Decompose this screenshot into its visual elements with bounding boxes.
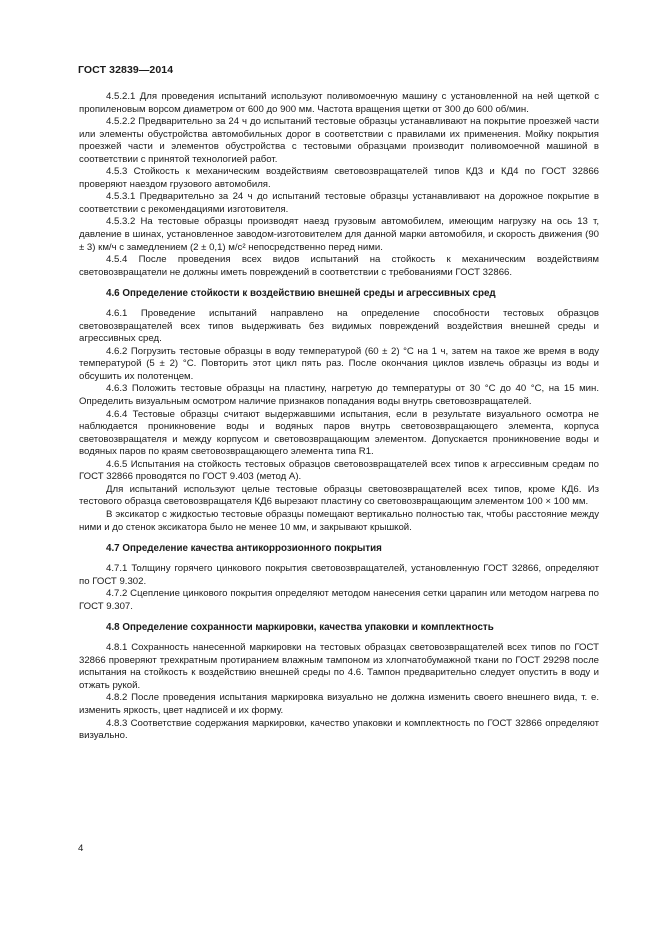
paragraph: 4.8.2 После проведения испытания маркировка визуально не должна изменить своего внешнего вида, т. е. изменить яркость, цвет надписей и их форму. <box>79 692 599 716</box>
paragraph: 4.8.3 Соответствие содержания маркировки, качество упаковки и комплектность по ГОСТ 32866 определяют визуально. <box>79 717 599 742</box>
document-header: ГОСТ 32839—2014 <box>78 64 174 76</box>
section-heading: 4.6 Определение стойкости к воздействию внешней среды и агрессивных сред <box>106 288 496 300</box>
paragraph: 4.5.2.1 Для проведения испытаний используют поливомоечную машину с установленной на ней щеткой с пропиленовым ворсом диаметром от 600 до 900 мм. Частота вращения щетки от 300 до 600 об/мин. <box>79 91 599 115</box>
paragraph: 4.7.1 Толщину горячего цинкового покрытия световозвращателей, установленную ГОСТ 32866, определяют по ГОСТ 9.302. <box>79 563 599 587</box>
section-heading: 4.8 Определение сохранности маркировки, качества упаковки и комплектность <box>106 622 494 634</box>
paragraph: 4.5.2.2 Предварительно за 24 ч до испытаний тестовые образцы устанавливают на покрытие проезжей части или элементы обустройства автомобильных дорог в соответствии с правилами их применения. Мойку покрытия проезжей части и элементов обустройства с тестовыми образцами производит поливомоечной машиной в соответствии с принятой технологией работ. <box>79 116 599 165</box>
paragraph: 4.6.3 Положить тестовые образцы на пластину, нагретую до температуры от 30 °С до 40 °С, на 15 мин. Определить визуальным осмотром наличие признаков попадания воды внутрь световозвращателей. <box>79 383 599 408</box>
paragraph: 4.5.3 Стойкость к механическим воздействиям световозвращателей типов КД3 и КД4 по ГОСТ 32866 проверяют наездом грузового автомобиля. <box>79 166 599 190</box>
paragraph: 4.6.5 Испытания на стойкость тестовых образцов световозвращателей всех типов к агрессивным средам по ГОСТ 32866 проводятся по ГОСТ 9.403 (метод А). <box>79 458 599 483</box>
section-heading: 4.7 Определение качества антикоррозионного покрытия <box>106 543 382 555</box>
paragraph: 4.5.3.2 На тестовые образцы производят наезд грузовым автомобилем, имеющим нагрузку на ось 13 т, давление в шинах, установленное заводом-изготовителем для данной марки автомобиля, и скорость движения (90 ± 3) км/ч с замедлением (2 ± 0,1) м/с² непосредственно перед ними. <box>79 216 599 253</box>
paragraph: 4.6.1 Проведение испытаний направлено на определение способности тестовых образцов световозвращателей всех типов выдерживать без видимых повреждений воздействия внешней среды и агрессивных сред. <box>79 308 599 345</box>
paragraph: 4.6.2 Погрузить тестовые образцы в воду температурой (60 ± 2) °С на 1 ч, затем на такое же время в воду температурой (5 ± 2) °С. Повторить этот цикл пять раз. После окончания циклов извлечь образцы из воды и обсушить их полотенцем. <box>79 345 599 382</box>
paragraph: 4.8.1 Сохранность нанесенной маркировки на тестовых образцах световозвращателей всех типов по ГОСТ 32866 проверяют трехкратным протиранием влажным тампоном из хлопчатобумажной ткани по ГОСТ 29298 после испытания на стойкость к воздействию внешней среды по 4.6. Тампон предварительно следует опустить в воду и отжать рукой. <box>79 642 599 691</box>
paragraph: 4.6.4 Тестовые образцы считают выдержавшими испытания, если в результате визуального осмотра не наблюдается проникновение воды и водяных паров внутрь световозвращающего элемента, корпуса световозвращателя и между корпусом и световозвращающим элементом. Допускается проникновение воды и водяных паров по краям световозвращающего элемента типа R1. <box>79 408 599 458</box>
document-body <box>79 91 599 743</box>
page-number: 4 <box>78 843 84 854</box>
paragraph: Для испытаний используют целые тестовые образцы световозвращателей всех типов, кроме КД6. Из тестового образца световозвращателя КД6 вырезают пластину со световозвращающим элементом 100 × 100 мм. <box>79 483 599 508</box>
paragraph: 4.5.4 После проведения всех видов испытаний на стойкость к механическим воздействиям световозвращатели не должны иметь повреждений в соответствии с требованиями ГОСТ 32866. <box>79 254 599 278</box>
paragraph: 4.5.3.1 Предварительно за 24 ч до испытаний тестовые образцы устанавливают на дорожное покрытие в соответствии с рекомендациями изготовителя. <box>79 191 599 215</box>
paragraph: В эксикатор с жидкостью тестовые образцы помещают вертикально полностью так, чтобы расстояние между ними и до стенок эксикатора было не менее 10 мм, и закрывают крышкой. <box>79 508 599 533</box>
paragraph: 4.7.2 Сцепление цинкового покрытия определяют методом нанесения сетки царапин или методом нагрева по ГОСТ 9.307. <box>79 588 599 612</box>
